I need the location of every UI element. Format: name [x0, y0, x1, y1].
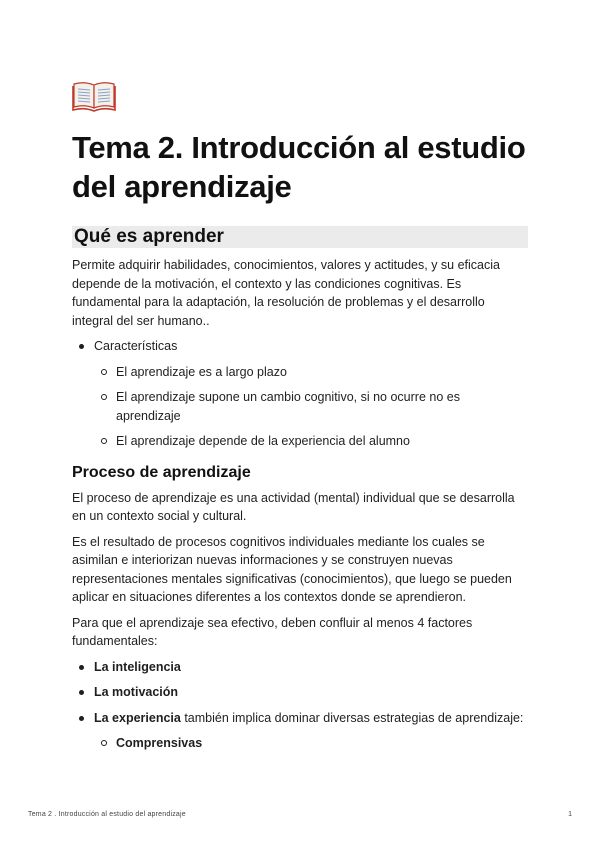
section-heading-proceso: Proceso de aprendizaje — [72, 463, 251, 481]
list-item — [94, 734, 528, 753]
footer-page-number: 1 — [568, 811, 572, 818]
section-paragraph: El proceso de aprendizaje es una actividad (mental) individual que se desarrolla en un contexto social y cultural. — [72, 490, 515, 523]
factor-description: también implica dominar diversas estrategias de aprendizaje: — [180, 710, 524, 725]
factor-label: La experiencia — [94, 710, 181, 725]
list-item: El aprendizaje supone un cambio cognitivo, si no ocurre no es aprendizaje — [94, 388, 528, 425]
factors-list — [72, 658, 528, 753]
list-item — [72, 683, 528, 702]
section-paragraph: Para que el aprendizaje sea efectivo, deben confluir al menos 4 factores fundamentales: — [72, 615, 473, 648]
strategies-sublist — [94, 734, 528, 753]
list-item-label: Características — [94, 339, 178, 353]
open-book-icon — [72, 78, 116, 112]
characteristics-sublist — [94, 363, 528, 451]
section-paragraph: Es el resultado de procesos cognitivos individuales mediante los cuales se asimilan e interiorizan nuevas informaciones y se construyen nuevas representaciones mentales significativas (conocimientos), que luego se pueden aplicar en situaciones diferentes a los contextos donde se aprendieron. — [72, 534, 512, 604]
factor-label: La inteligencia — [94, 659, 181, 674]
footer-title: Tema 2 . Introducción al estudio del aprendizaje — [28, 811, 186, 818]
factor-label: La motivación — [94, 685, 179, 699]
list-item — [72, 709, 528, 753]
strategy-label: Comprensivas — [116, 736, 203, 750]
page-title: Tema 2. Introducción al estudio del aprendizaje — [72, 130, 526, 204]
characteristics-list — [72, 337, 528, 451]
page-content — [72, 78, 528, 760]
list-item: El aprendizaje depende de la experiencia del alumno — [94, 432, 528, 451]
section-heading-que-es-aprender: Qué es aprender — [72, 226, 528, 248]
list-item — [72, 658, 528, 677]
list-item — [72, 337, 528, 451]
list-item: El aprendizaje es a largo plazo — [94, 363, 528, 382]
section-paragraph: Permite adquirir habilidades, conocimientos, valores y actitudes, y su eficacia depende de la motivación, el contexto y las condiciones cognitivas. Es fundamental para la adaptación, la resolución de problemas y el desarrollo integral del ser humano.. — [72, 258, 500, 328]
